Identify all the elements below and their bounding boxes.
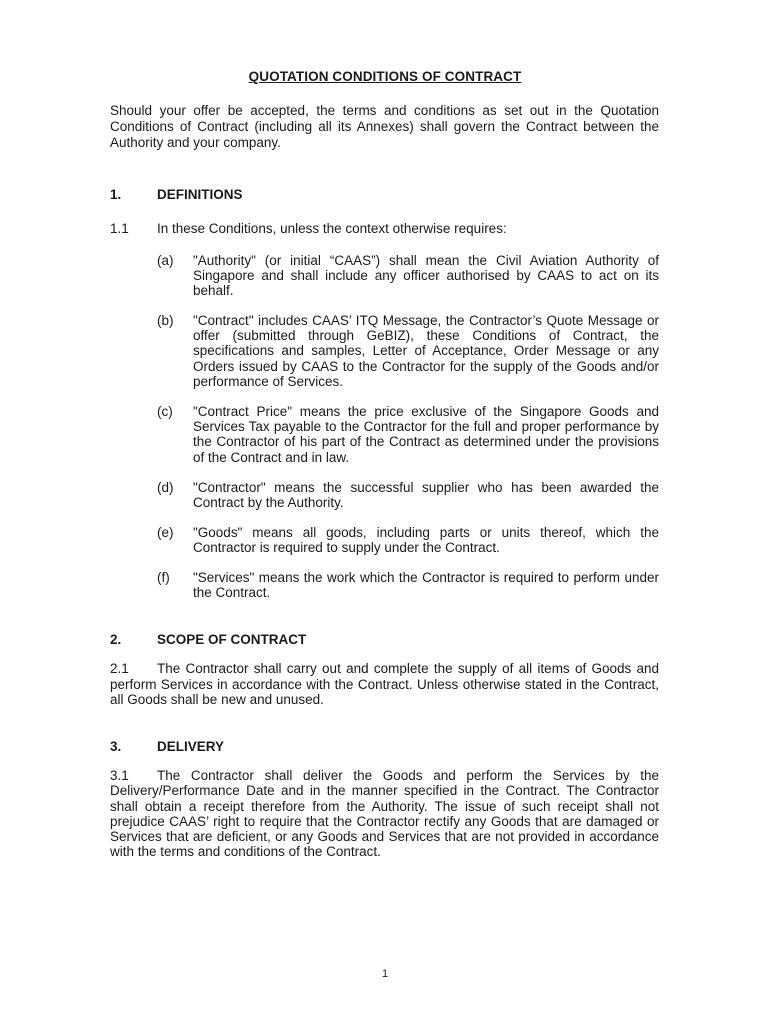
item-letter: (d) — [157, 480, 174, 495]
section-heading-scope — [110, 632, 306, 648]
item-letter: (c) — [157, 404, 173, 419]
section-title: SCOPE OF CONTRACT — [157, 632, 307, 647]
item-letter: (a) — [157, 253, 174, 268]
page-number: 1 — [381, 968, 389, 980]
section-number: 1. — [110, 187, 122, 202]
item-text: "Authority" (or initial “CAAS”) shall mean the Civil Aviation Authority of Singapore and shall include any officer authorised by CAAS to act on its behalf. — [193, 253, 659, 299]
item-text: "Goods" means all goods, including parts or units thereof, which the Contractor is required to supply under the Contract. — [193, 525, 659, 556]
item-text: "Contractor" means the successful supplier who has been awarded the Contract by the Authority. — [193, 480, 659, 511]
clause-3-1 — [110, 768, 659, 860]
item-letter: (f) — [157, 570, 170, 585]
clause-number: 2.1 — [110, 661, 129, 676]
clause-text: In these Conditions, unless the context otherwise requires: — [157, 221, 507, 236]
item-text: "Services" means the work which the Contractor is required to perform under the Contract. — [193, 570, 659, 601]
clause-text: The Contractor shall carry out and complete the supply of all items of Goods and perform Services in accordance with the Contract. Unless otherwise stated in the Contract, all Goods shall be new and unused. — [110, 661, 659, 707]
section-title: DELIVERY — [157, 739, 225, 754]
item-letter: (e) — [157, 525, 174, 540]
item-letter: (b) — [157, 313, 174, 328]
section-title: DEFINITIONS — [157, 187, 243, 202]
clause-1-1 — [110, 221, 507, 237]
section-heading-delivery — [110, 739, 224, 755]
clause-number: 3.1 — [110, 768, 129, 783]
section-heading-definitions — [110, 187, 243, 203]
section-number: 3. — [110, 739, 122, 754]
clause-2-1 — [110, 661, 659, 708]
clause-number: 1.1 — [110, 221, 129, 236]
intro-paragraph: Should your offer be accepted, the terms and conditions as set out in the Quotation Conditions of Contract (including all its Annexes) shall govern the Contract between the Authority and your company. — [110, 103, 659, 150]
document-title: QUOTATION CONDITIONS OF CONTRACT — [248, 69, 522, 84]
item-text: "Contract" includes CAAS’ ITQ Message, the Contractor’s Quote Message or offer (submitted through GeBIZ), these Conditions of Contract, the specifications and samples, Letter of Acceptance, Order Message or any Orders issued by CAAS to the Contractor for the supply of the Goods and/or performance of Services. — [193, 313, 659, 389]
item-text: "Contract Price" means the price exclusive of the Singapore Goods and Services Tax payable to the Contractor for the full and proper performance by the Contractor of his part of the Contract as determined under the provisions of the Contract and in law. — [193, 404, 659, 465]
section-number: 2. — [110, 632, 122, 647]
clause-text: The Contractor shall deliver the Goods and perform the Services by the Delivery/Performance Date and in the manner specified in the Contract. The Contractor shall obtain a receipt therefore from the Authority. The issue of such receipt shall not prejudice CAAS’ right to require that the Contractor rectify any Goods that are damaged or Services that are deficient, or any Goods and Services that are not provided in accordance with the terms and conditions of the Contract. — [110, 768, 659, 860]
